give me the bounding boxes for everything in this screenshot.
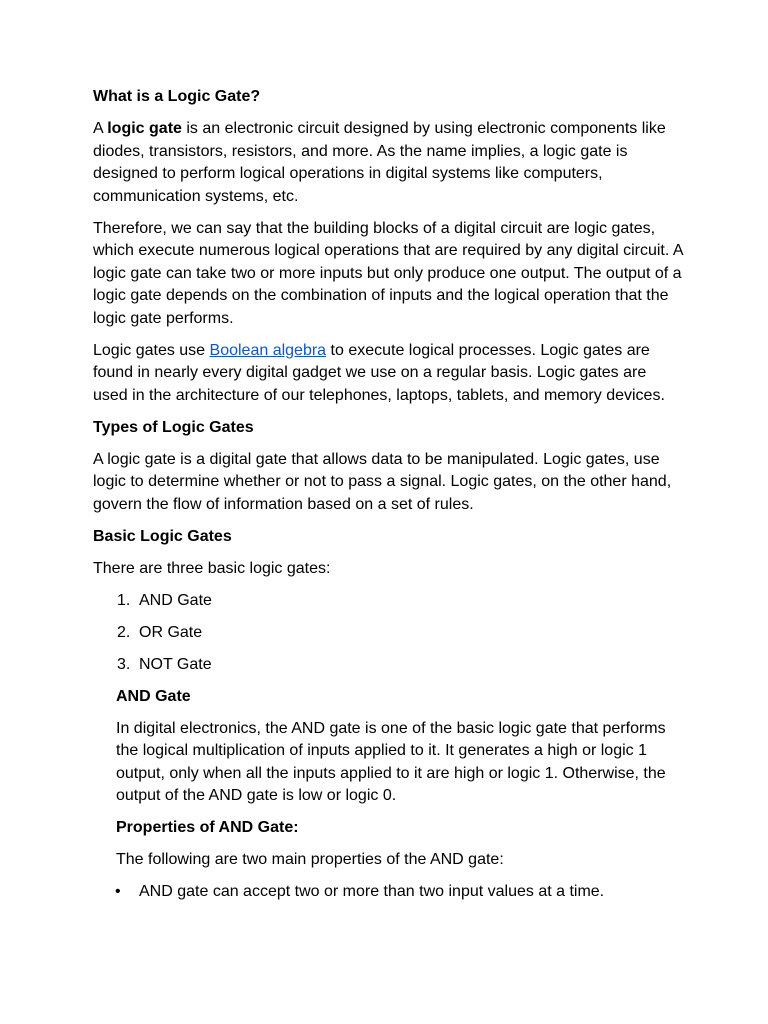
intro-lead: A [93,120,108,137]
heading-basic-logic-gates: Basic Logic Gates [93,527,232,545]
list-item [93,622,683,645]
heading-what-is-logic-gate: What is a Logic Gate? [93,88,261,105]
list-marker: 2. [117,623,131,641]
paragraph-types: A logic gate is a digital gate that allows data to be manipulated. Logic gates, use logic to determine whether or not to pass a signal. Logic gates, on the other hand, govern the flow of information based on a set of rules. [93,450,672,513]
boolean-before: Logic gates use [93,341,210,359]
paragraph-and-gate-properties: The following are two main properties of the AND gate: [116,851,504,868]
paragraph-basic: There are three basic logic gates: [93,559,331,577]
heading-types-of-logic-gates: Types of Logic Gates [93,418,254,436]
boolean-after: to execute logical processes. Logic gates are found in nearly every digital gadget we use on a regular basis. Logic gates are used in the architecture of our telephones, laptops, tablets, and memory devices. [93,341,665,404]
document-page [93,86,683,913]
list-item [93,590,683,613]
paragraph-building-blocks: Therefore, we can say that the building blocks of a digital circuit are logic gates, which execute numerous logical operations that are required by any digital circuit. A logic gate can take two or more inputs but only produce one output. The output of a logic gate depends on the combination of inputs and the logical operation that the logic gate performs. [93,219,683,327]
paragraph-boolean [93,340,683,408]
intro-term: logic gate [107,120,182,137]
list-item-text: OR Gate [139,623,203,641]
bullet-marker: • [115,883,121,900]
list-marker: 3. [117,655,131,673]
list-marker: 1. [117,591,131,609]
list-item-text: NOT Gate [139,655,212,673]
intro-rest: is an electronic circuit designed by using electronic components like diodes, transistors, resistors, and more. As the name implies, a logic gate is designed to perform logical operations in digital systems like computers, communication systems, etc. [93,120,666,205]
list-item [93,654,683,677]
list-item [93,881,683,904]
boolean-algebra-link[interactable]: Boolean algebra [209,341,327,359]
paragraph-and-gate: In digital electronics, the AND gate is one of the basic logic gate that performs the logical multiplication of inputs applied to it. It generates a high or logic 1 output, only when all the inputs applied to it are high or logic 1. Otherwise, the output of the AND gate is low or logic 0. [116,719,666,804]
heading-and-gate-properties: Properties of AND Gate: [116,819,299,836]
list-item-text: AND gate can accept two or more than two input values at a time. [139,883,605,900]
paragraph-intro [93,118,683,208]
list-item-text: AND Gate [139,591,212,609]
heading-and-gate: AND Gate [116,687,191,705]
